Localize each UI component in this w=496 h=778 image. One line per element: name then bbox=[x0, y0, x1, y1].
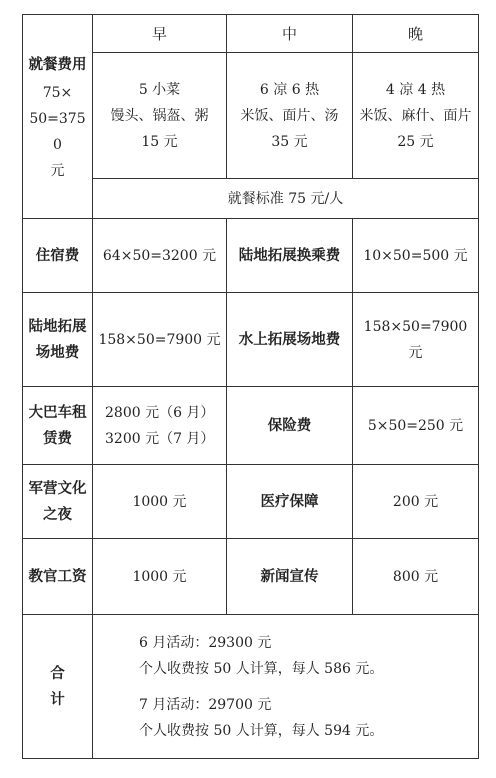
lodging-label: 住宿费 bbox=[23, 219, 93, 293]
dinner-price: 25 元 bbox=[397, 133, 434, 150]
breakfast-cell bbox=[93, 53, 227, 179]
meal-header-row bbox=[23, 15, 479, 53]
lunch-staples: 米饭、面片、汤 bbox=[240, 107, 339, 124]
breakfast-price: 15 元 bbox=[141, 133, 178, 150]
bus-rental-june: 2800 元（6 月） bbox=[105, 404, 215, 421]
instructor-value: 1000 元 bbox=[93, 539, 227, 615]
insurance-value: 5×50=250 元 bbox=[353, 387, 479, 465]
header-dinner: 晚 bbox=[353, 15, 479, 53]
insurance-label: 保险费 bbox=[227, 387, 353, 465]
total-cell bbox=[93, 615, 479, 759]
bus-rental-july: 3200 元（7 月） bbox=[105, 430, 215, 447]
dinner-cell bbox=[353, 53, 479, 179]
table-row bbox=[23, 539, 479, 615]
land-venue-label: 陆地拓展场地费 bbox=[23, 293, 93, 387]
medical-label: 医疗保障 bbox=[227, 465, 353, 539]
dinner-dishes: 4 凉 4 热 bbox=[385, 81, 446, 98]
water-venue-label: 水上拓展场地费 bbox=[227, 293, 353, 387]
july-total: 7 月活动：29700 元 bbox=[139, 696, 272, 713]
transfer-value: 10×50=500 元 bbox=[353, 219, 479, 293]
june-per-person: 个人收费按 50 人计算，每人 586 元。 bbox=[139, 660, 384, 677]
news-label: 新闻宣传 bbox=[227, 539, 353, 615]
meal-fee-label: 就餐费用 bbox=[28, 56, 87, 73]
breakfast-staples: 馒头、锅盔、粥 bbox=[110, 107, 209, 124]
meal-fee-calc-2: 50=3750 bbox=[29, 110, 86, 153]
fee-table bbox=[22, 14, 479, 759]
table-row bbox=[23, 387, 479, 465]
camp-night-label: 军营文化之夜 bbox=[23, 465, 93, 539]
meal-standard: 就餐标准 75 元/人 bbox=[93, 179, 479, 219]
lunch-cell bbox=[227, 53, 353, 179]
june-total: 6 月活动：29300 元 bbox=[139, 634, 272, 651]
table-row bbox=[23, 219, 479, 293]
total-label: 合计 bbox=[23, 615, 93, 759]
lunch-dishes: 6 凉 6 热 bbox=[259, 81, 320, 98]
meal-fee-calc-1: 75× bbox=[42, 84, 73, 101]
land-venue-value: 158×50=7900 元 bbox=[93, 293, 227, 387]
breakfast-dishes: 5 小菜 bbox=[138, 81, 181, 98]
news-value: 800 元 bbox=[353, 539, 479, 615]
july-per-person: 个人收费按 50 人计算，每人 594 元。 bbox=[139, 722, 384, 739]
lunch-price: 35 元 bbox=[271, 133, 308, 150]
dinner-staples: 米饭、麻什、面片 bbox=[359, 107, 472, 124]
table-row bbox=[23, 465, 479, 539]
header-breakfast: 早 bbox=[93, 15, 227, 53]
medical-value: 200 元 bbox=[353, 465, 479, 539]
header-lunch: 中 bbox=[227, 15, 353, 53]
table-row bbox=[23, 293, 479, 387]
camp-night-value: 1000 元 bbox=[93, 465, 227, 539]
lodging-value: 64×50=3200 元 bbox=[93, 219, 227, 293]
bus-rental-value-cell bbox=[93, 387, 227, 465]
meal-fee-unit: 元 bbox=[50, 162, 65, 179]
water-venue-value: 158×50=7900 元 bbox=[353, 293, 479, 387]
instructor-label: 教官工资 bbox=[23, 539, 93, 615]
bus-rental-label: 大巴车租赁费 bbox=[23, 387, 93, 465]
transfer-label: 陆地拓展换乘费 bbox=[227, 219, 353, 293]
total-row bbox=[23, 615, 479, 759]
meal-fee-label-cell bbox=[23, 15, 93, 219]
